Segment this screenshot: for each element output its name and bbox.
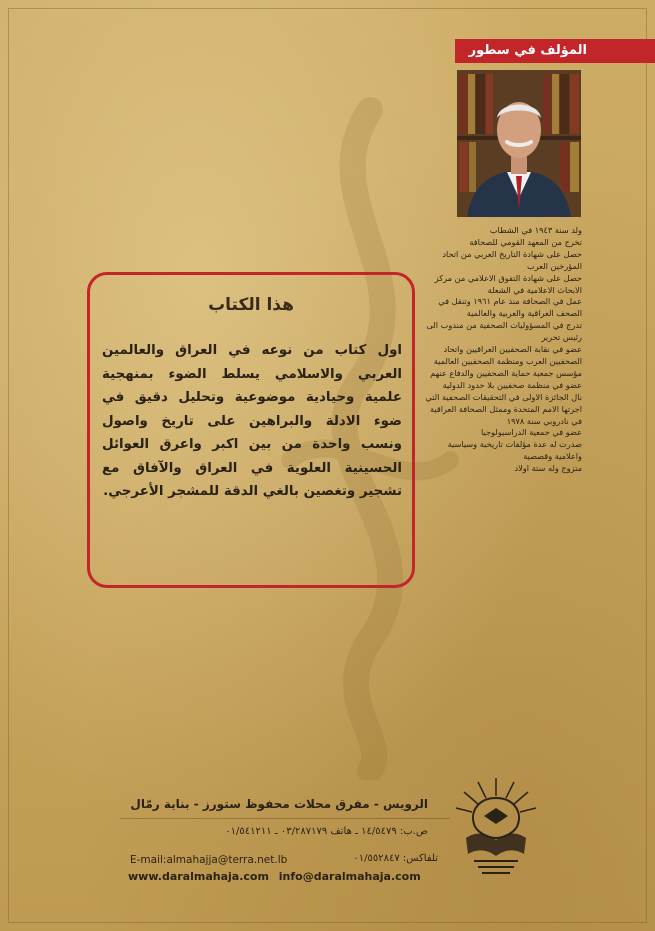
bio-line: عضو في منظمة صحفيين بلا حدود الدولية	[442, 379, 582, 390]
bio-line: ولد سنة ١٩٤٣ في الشطاب	[489, 225, 582, 235]
publisher-address: الرويس - مفرق محلات محفوظ ستورز - بناية رمّال	[130, 797, 428, 811]
bio-line: مؤسس جمعية حماية الصحفيين والدفاع عنهم	[430, 367, 582, 378]
publisher-fax: تلفاكس: ٠١/٥٥٢٨٤٧	[353, 853, 438, 864]
bio-line: تدرج في المسؤوليات الصحفية من مندوب الى رئيس تحرير	[426, 320, 582, 343]
publisher-info-email[interactable]: info@daralmahaja.com	[278, 870, 421, 883]
publisher-website-link[interactable]: www.daralmahaja.com	[128, 870, 269, 883]
about-book-text: اول كتاب من نوعه في العراق والعالمين العربي والاسلامي يسلط الضوء بمنهجية علمية وحيادية موضوعية وتحليل دقيق في ضوء الادلة والبراهين على تاريخ واصول ونسب واحدة من بين اكبر واعرق العوائل الحسينية العلوية في العراق والآفاق مع تشجير وتغصين بالغي الدقة للمشجر الأعرجي.	[102, 343, 402, 499]
bio-line: متزوج وله ستة اولاد	[514, 463, 582, 474]
bio-line: نال الجائزة الاولى في التحقيقات الصحفية التي اجرتها الامم المتحدة وممثل الصحافة العراقية في نادروبي سنة ١٩٧٨	[425, 391, 582, 426]
bio-line: عضو في جمعية الدراسيولوجيا	[481, 427, 582, 438]
bio-line: صدرت له عدة مؤلفات تاريخية وسياسية واعلامية وقصصية	[447, 439, 582, 462]
publisher-divider	[120, 818, 450, 819]
author-bio	[422, 225, 582, 725]
bio-line: حصل على شهادة التاريخ العربي من اتحاد المؤرخين العرب	[442, 248, 582, 271]
publisher-logo	[448, 772, 544, 882]
about-book-title: هذا الكتاب	[208, 295, 294, 315]
bio-line: حصل على شهادة التفوق الاعلامي من مركز الابحاث الاعلامية في الشعلة	[434, 272, 582, 295]
bio-line: تخرج من المعهد القومي للصحافة	[469, 236, 582, 247]
author-photo	[457, 70, 581, 217]
publisher-web-line	[128, 870, 438, 883]
publisher-phones: ص.ب: ١٤/٥٤٧٩ ـ هاتف ٠٣/٢٨٧١٧٩ ـ ٠١/٥٤١٢١١	[225, 826, 428, 837]
author-section-header: المؤلف في سطور	[455, 39, 655, 63]
about-book-box	[87, 272, 415, 588]
publisher-email[interactable]: E-mail:almahajja@terra.net.lb	[130, 854, 288, 866]
bio-line: عمل في الصحافة منذ عام ١٩٦١ وتنقل في الصحف العراقية والعربية والعالمية	[438, 296, 582, 319]
bio-line: عضو في نقابة الصحفيين العراقيين واتحاد الصحفيين العرب ومنظمة الصحفيين العالمية	[433, 344, 582, 366]
